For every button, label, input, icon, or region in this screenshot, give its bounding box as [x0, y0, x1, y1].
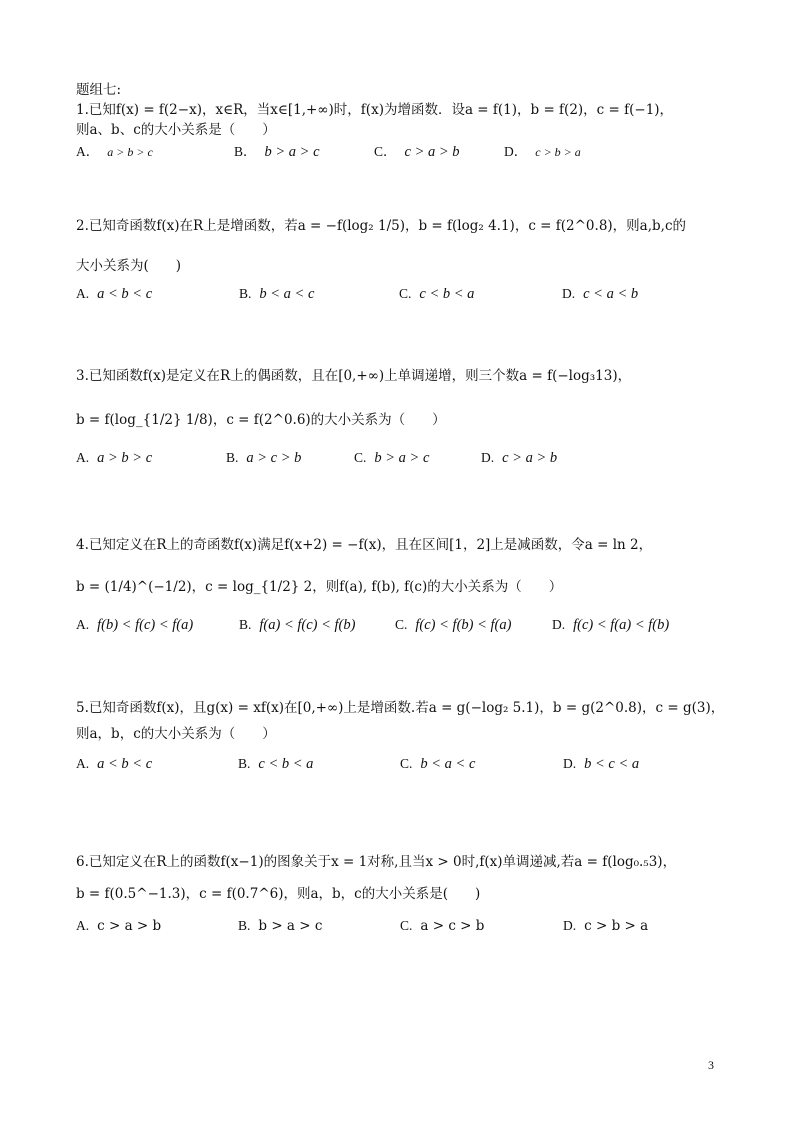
question-4-options — [76, 617, 736, 634]
option-c[interactable]: C. c < b < a — [399, 286, 475, 302]
question-5 — [76, 698, 736, 773]
option-a[interactable]: A. a < b < c — [76, 756, 153, 772]
option-c[interactable]: C． c > a > b — [374, 144, 460, 160]
option-d[interactable]: D. b < c < a — [563, 756, 640, 772]
option-c[interactable]: C. b > a > c — [354, 450, 430, 466]
question-1-line-2: 则a、b、c的大小关系是（ ） — [76, 122, 276, 138]
option-b[interactable]: B. b < a < c — [239, 286, 315, 302]
question-3 — [76, 366, 736, 467]
option-c[interactable]: C. a > c > b — [400, 918, 485, 934]
question-6-line-2: b = f(0.5^−1.3)，c = f(0.7^6)，则a，b，c的大小关系是( ) — [76, 886, 481, 902]
question-2 — [76, 216, 736, 303]
question-6-options — [76, 918, 736, 934]
question-5-line-2: 则a，b，c的大小关系为（ ） — [76, 726, 276, 742]
option-c[interactable]: C. f(c) < f(b) < f(a) — [395, 617, 512, 633]
option-d[interactable]: D. c > a > b — [481, 450, 558, 466]
option-b[interactable]: B. c < b < a — [238, 756, 314, 772]
question-2-options — [76, 286, 736, 303]
option-a[interactable]: A. a > b > c — [76, 450, 153, 466]
option-b[interactable]: B. f(a) < f(c) < f(b) — [239, 617, 356, 633]
option-a[interactable]: A. c > a > b — [76, 918, 162, 934]
question-1 — [76, 100, 736, 161]
question-5-line-1: 5.已知奇函数f(x)，且g(x) = xf(x)在[0,+∞)上是增函数.若a = g(−log₂ 5.1)，b = g(2^0.8)，c = g(3)， — [76, 700, 725, 716]
question-2-line-1: 2.已知奇函数f(x)在R上是增函数，若a = −f(log₂ 1/5)，b = f(log₂ 4.1)，c = f(2^0.8)，则a,b,c的 — [76, 218, 687, 234]
question-3-line-1: 3.已知函数f(x)是定义在R上的偶函数，且在[0,+∞)上单调递增，则三个数a = f(−log₃13)， — [76, 368, 632, 384]
option-d[interactable]: D. c < a < b — [562, 286, 639, 302]
question-6 — [76, 852, 736, 934]
page-number: 3 — [708, 1058, 714, 1072]
option-d[interactable]: D． c > b > a — [504, 144, 581, 159]
question-4 — [76, 535, 736, 634]
option-d[interactable]: D. c > b > a — [563, 918, 649, 934]
option-b[interactable]: B． b > a > c — [234, 144, 320, 160]
question-5-options — [76, 756, 736, 773]
option-a[interactable]: A. f(b) < f(c) < f(a) — [76, 617, 194, 633]
option-a[interactable]: A. a < b < c — [76, 286, 153, 302]
question-1-options — [76, 140, 736, 161]
option-c[interactable]: C. b < a < c — [400, 756, 476, 772]
question-3-options — [76, 450, 736, 467]
option-b[interactable]: B. b > a > c — [238, 918, 323, 934]
section-title: 题组七: — [76, 82, 122, 98]
question-4-line-2: b = (1/4)^(−1/2)，c = log_{1/2} 2，则f(a), f(b), f(c)的大小关系为（ ） — [76, 579, 563, 595]
question-3-line-2: b = f(log_{1/2} 1/8)，c = f(2^0.6)的大小关系为（ ） — [76, 412, 446, 428]
option-a[interactable]: A． a > b > c — [76, 144, 153, 159]
question-6-line-1: 6.已知定义在R上的函数f(x−1)的图象关于x = 1对称,且当x > 0时,f(x)单调递减,若a = f(log₀.₅3)， — [76, 854, 677, 870]
option-d[interactable]: D. f(c) < f(a) < f(b) — [552, 617, 670, 633]
question-4-line-1: 4.已知定义在R上的奇函数f(x)满足f(x+2) = −f(x)，且在区间[1，2]上是减函数，令a = ln 2， — [76, 537, 653, 553]
question-2-line-2: 大小关系为( ) — [76, 258, 182, 274]
option-b[interactable]: B. a > c > b — [226, 450, 302, 466]
question-1-line-1: 1.已知f(x) = f(2−x)，x∈R，当x∈[1,+∞)时，f(x)为增函数．设a = f(1)，b = f(2)，c = f(−1)， — [76, 102, 674, 118]
